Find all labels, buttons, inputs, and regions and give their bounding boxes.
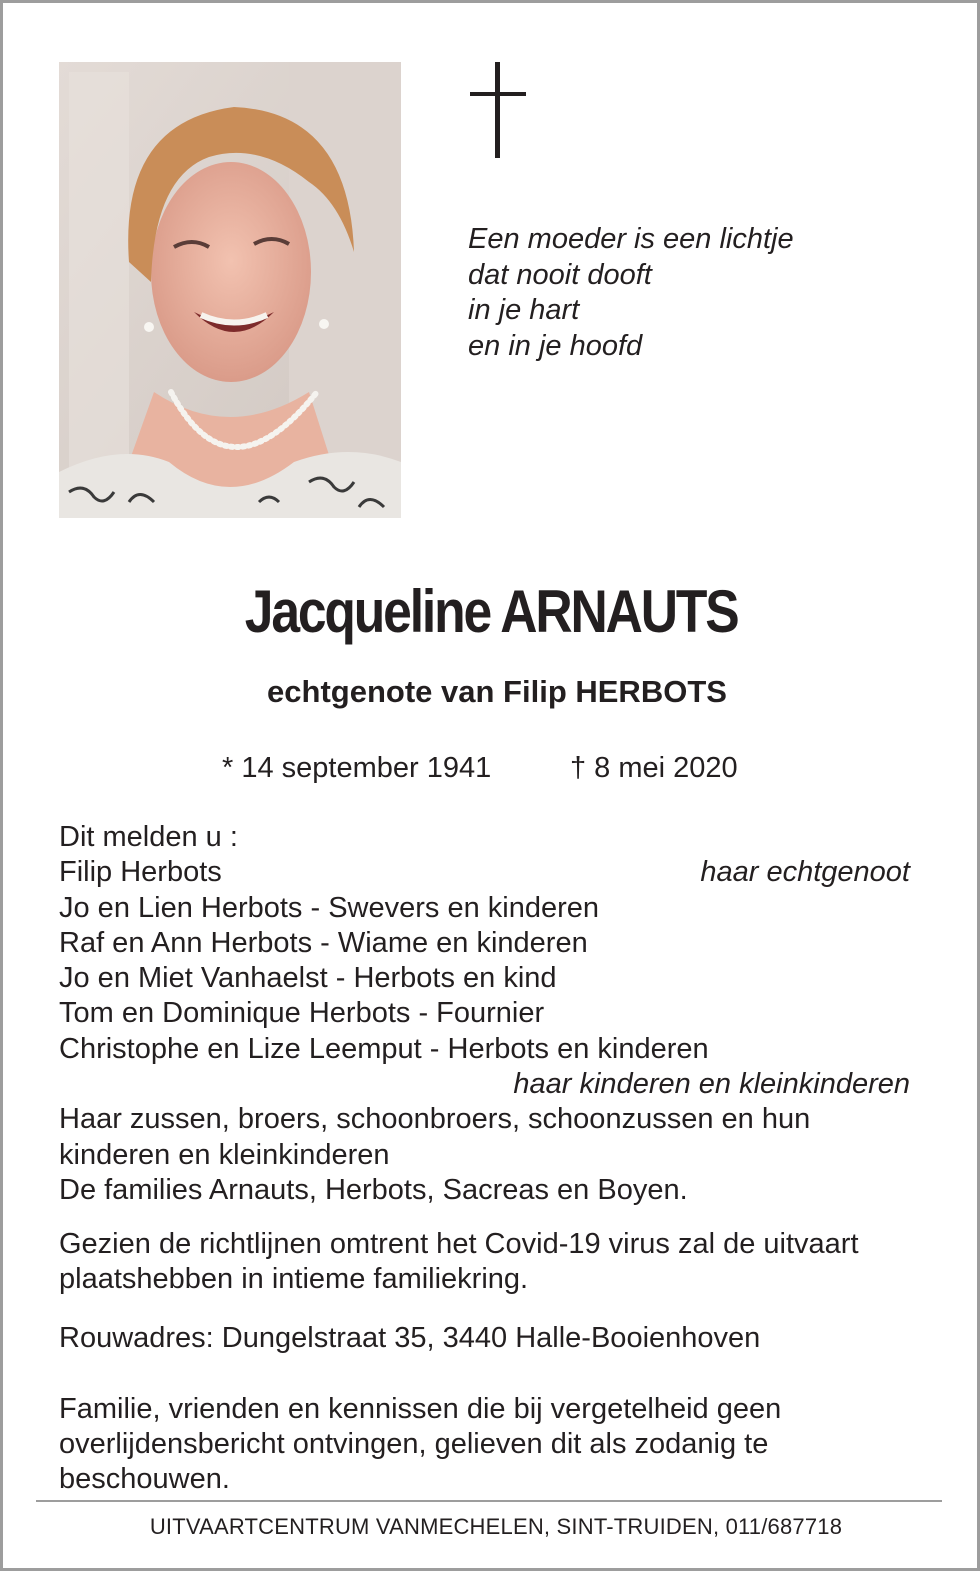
intro-text: Dit melden u : xyxy=(59,821,238,853)
spouse-role: haar echtgenoot xyxy=(700,856,910,888)
footer-divider xyxy=(36,1500,942,1502)
sibling-line: Haar zussen, broers, schoonbroers, schoonzussen en hun xyxy=(59,1103,811,1135)
birth-date: * 14 september 1941 xyxy=(222,752,492,784)
child-line: Raf en Ann Herbots - Wiame en kinderen xyxy=(59,927,588,959)
covid-line: Gezien de richtlijnen omtrent het Covid-19 virus zal de uitvaart xyxy=(59,1228,859,1260)
poem-line: en in je hoofd xyxy=(468,329,643,362)
covid-line: plaatshebben in intieme familiekring. xyxy=(59,1263,529,1295)
notice-line: overlijdensbericht ontvingen, gelieven dit als zodanig te xyxy=(59,1428,769,1460)
spouse-line: echtgenote van Filip HERBOTS xyxy=(267,674,727,709)
notice-line: beschouwen. xyxy=(59,1463,230,1495)
death-date: † 8 mei 2020 xyxy=(570,752,738,784)
child-line: Christophe en Lize Leemput - Herbots en kinderen xyxy=(59,1033,709,1065)
child-line: Jo en Lien Herbots - Swevers en kinderen xyxy=(59,892,600,924)
deceased-name: Jacqueline ARNAUTS xyxy=(244,578,738,645)
poem xyxy=(468,222,938,364)
footer-text: UITVAARTCENTRUM VANMECHELEN, SINT-TRUIDEN, 011/687718 xyxy=(149,1514,843,1539)
sibling-line: kinderen en kleinkinderen xyxy=(59,1139,390,1171)
address-line: Rouwadres: Dungelstraat 35, 3440 Halle-Booienhoven xyxy=(59,1322,761,1354)
child-line: Jo en Miet Vanhaelst - Herbots en kind xyxy=(59,962,557,994)
poem-line: dat nooit dooft xyxy=(468,258,652,291)
child-line: Tom en Dominique Herbots - Fournier xyxy=(59,997,545,1029)
cross-icon xyxy=(470,62,526,158)
spouse-name: Filip Herbots xyxy=(59,856,222,888)
poem-line: in je hart xyxy=(468,294,580,326)
children-role: haar kinderen en kleinkinderen xyxy=(513,1068,910,1100)
poem-line: Een moeder is een lichtje xyxy=(468,223,794,255)
portrait-photo xyxy=(59,62,401,518)
sibling-line: De families Arnauts, Herbots, Sacreas en Boyen. xyxy=(59,1174,688,1206)
notice-line: Familie, vrienden en kennissen die bij vergetelheid geen xyxy=(59,1393,782,1425)
